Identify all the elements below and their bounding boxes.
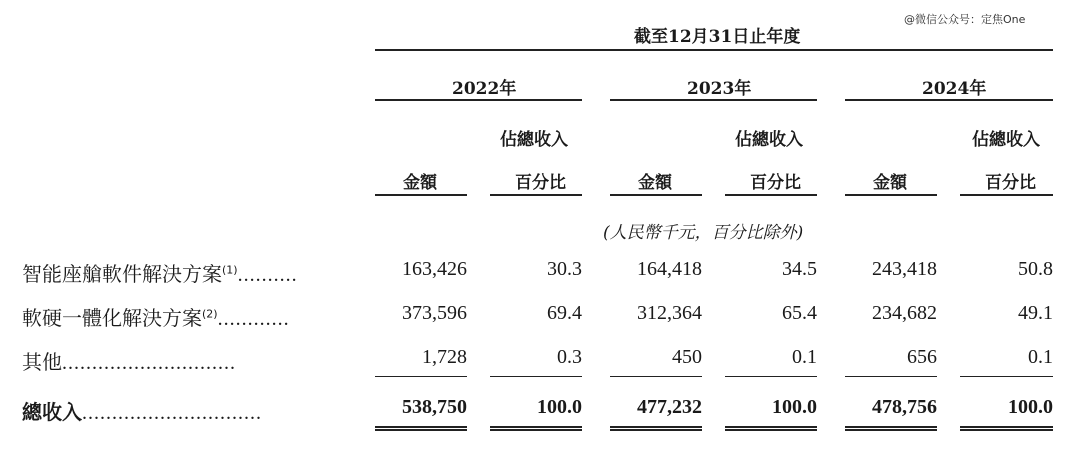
year-2022-header: 2022年 xyxy=(452,79,517,99)
pct-header-2022-line1: 佔總收入 xyxy=(500,130,568,150)
cell-total-amount-2024: 478,756 xyxy=(872,396,937,418)
cell-r1-pct-2022: 30.3 xyxy=(547,258,582,280)
year-2024-rule xyxy=(845,99,1053,101)
subtotal-rule-pct-2024 xyxy=(960,376,1053,377)
watermark: @微信公众号：定焦One xyxy=(904,13,1026,26)
cell-r3-pct-2023: 0.1 xyxy=(792,346,817,368)
cell-r1-amount-2024: 243,418 xyxy=(872,258,937,280)
row-label-text: 其他 xyxy=(22,350,62,374)
total-double-rule-pct-2024 xyxy=(960,426,1053,431)
cell-r3-amount-2022: 1,728 xyxy=(422,346,467,368)
cell-r2-pct-2023: 65.4 xyxy=(782,302,817,324)
row-label-text: 軟硬一體化解決方案 xyxy=(22,306,202,330)
subtotal-rule-pct-2022 xyxy=(490,376,582,377)
pct-2022-rule xyxy=(490,194,582,196)
cell-r2-amount-2024: 234,682 xyxy=(872,302,937,324)
leader-dots: ............................. xyxy=(62,352,236,374)
cell-r1-amount-2022: 163,426 xyxy=(402,258,467,280)
cell-r3-pct-2022: 0.3 xyxy=(557,346,582,368)
cell-r2-amount-2022: 373,596 xyxy=(402,302,467,324)
pct-header-2024-line2: 百分比 xyxy=(985,173,1036,193)
cell-total-amount-2023: 477,232 xyxy=(637,396,702,418)
pct-header-2022-line2: 百分比 xyxy=(515,173,566,193)
amount-2024-rule xyxy=(845,194,937,196)
year-2023-header: 2023年 xyxy=(687,79,752,99)
footnote-ref: (2) xyxy=(202,307,218,321)
row-label-smart-cockpit xyxy=(22,258,298,287)
cell-r1-amount-2023: 164,418 xyxy=(637,258,702,280)
amount-header-2022: 金額 xyxy=(403,173,437,193)
period-rule xyxy=(375,49,1053,51)
amount-2022-rule xyxy=(375,194,467,196)
unit-note: (人民幣千元，百分比除外) xyxy=(603,223,804,243)
pct-header-2023-line1: 佔總收入 xyxy=(735,130,803,150)
year-2022-rule xyxy=(375,99,582,101)
cell-total-amount-2022: 538,750 xyxy=(402,396,467,418)
year-2023-rule xyxy=(610,99,817,101)
total-double-rule-amount-2024 xyxy=(845,426,937,431)
total-double-rule-amount-2023 xyxy=(610,426,702,431)
leader-dots: .............................. xyxy=(82,402,262,424)
pct-header-2024-line1: 佔總收入 xyxy=(972,130,1040,150)
total-double-rule-pct-2023 xyxy=(725,426,817,431)
row-label-others xyxy=(22,346,236,375)
subtotal-rule-amount-2022 xyxy=(375,376,467,377)
cell-total-pct-2023: 100.0 xyxy=(772,396,817,418)
cell-total-pct-2022: 100.0 xyxy=(537,396,582,418)
subtotal-rule-amount-2024 xyxy=(845,376,937,377)
cell-r3-amount-2024: 656 xyxy=(907,346,937,368)
pct-2024-rule xyxy=(960,194,1053,196)
row-label-hw-sw-integrated xyxy=(22,302,290,331)
pct-2023-rule xyxy=(725,194,817,196)
amount-header-2024: 金額 xyxy=(873,173,907,193)
cell-r1-pct-2023: 34.5 xyxy=(782,258,817,280)
leader-dots: ............ xyxy=(217,308,290,330)
row-label-text: 總收入 xyxy=(22,400,82,424)
row-label-text: 智能座艙軟件解決方案 xyxy=(22,262,222,286)
subtotal-rule-amount-2023 xyxy=(610,376,702,377)
row-label-total xyxy=(22,396,262,425)
cell-total-pct-2024: 100.0 xyxy=(1008,396,1053,418)
cell-r2-pct-2022: 69.4 xyxy=(547,302,582,324)
amount-header-2023: 金額 xyxy=(638,173,672,193)
leader-dots: .......... xyxy=(237,264,298,286)
cell-r2-pct-2024: 49.1 xyxy=(1018,302,1053,324)
subtotal-rule-pct-2023 xyxy=(725,376,817,377)
footnote-ref: (1) xyxy=(222,263,238,277)
pct-header-2023-line2: 百分比 xyxy=(750,173,801,193)
period-header: 截至12月31日止年度 xyxy=(634,27,801,47)
total-double-rule-amount-2022 xyxy=(375,426,467,431)
total-double-rule-pct-2022 xyxy=(490,426,582,431)
cell-r2-amount-2023: 312,364 xyxy=(637,302,702,324)
cell-r1-pct-2024: 50.8 xyxy=(1018,258,1053,280)
amount-2023-rule xyxy=(610,194,702,196)
cell-r3-pct-2024: 0.1 xyxy=(1028,346,1053,368)
year-2024-header: 2024年 xyxy=(922,79,987,99)
cell-r3-amount-2023: 450 xyxy=(672,346,702,368)
